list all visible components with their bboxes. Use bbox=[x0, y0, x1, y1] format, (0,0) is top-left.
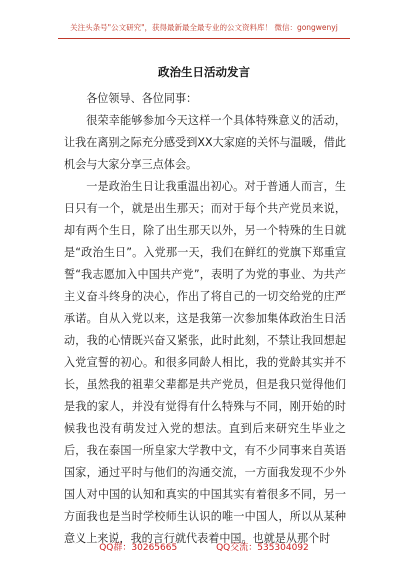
header-banner: 关注头条号"公文研究"，获得最新最全最专业的公文资料库！ 微信：gongwenyj bbox=[70, 23, 338, 32]
header-divider bbox=[58, 38, 350, 39]
document-title: 政治生日活动发言 bbox=[158, 65, 250, 79]
paragraph-1: 很荣幸能够参加今天这样一个具体特殊意义的活动，让我在离别之际充分感受到XX大家庭的关怀与温暖，借此机会与大家分享三点体会。 bbox=[64, 114, 346, 171]
footer-contact bbox=[0, 540, 408, 553]
footer-qq-group: QQ群：30265665 bbox=[99, 543, 178, 553]
footer-qq-exchange: QQ交流：535304092 bbox=[216, 543, 309, 553]
salutation: 各位领导、各位同事： bbox=[86, 92, 198, 105]
paragraph-2: 一是政治生日让我重温出初心。对于普通人而言，生日只有一个，就是出生那天；而对于每个共产党员来说，却有两个生日，除了出生那天以外，另一个特殊的生日就是“政治生日”。入党那一天，我们在鲜红的党旗下郑重宣誓“我志愿加入中国共产党”，表明了为党的事业、为共产主义奋斗终身的决心，作出了将自己的一切交给党的庄严承诺。自从入党以来，这是我第一次参加集体政治生日活动，我的心情既兴奋又紧张，此时此刻，不禁让我回想起入党宣誓的初心。和很多同龄人相比，我的党龄其实并不长，虽然我的祖辈父辈都是共产党员，但是我只觉得他们是我的家人，并没有觉得有什么特殊与不同，刚开始的时候我也没有萌发过入党的想法。直到后来研究生毕业之后，我在泰国一所皇家大学教中文，有不少同事来自英语国家，通过平时与他们的沟通交流，一方面我发现不少外国人对中国的认知和真实的中国其实有着很多不同，另一方面我也是当时学校师生认识的唯一中国人，所以从某种意义上来说，我的言行就代表着中国。也就是从那个时 bbox=[64, 180, 346, 545]
document-body bbox=[64, 88, 346, 550]
